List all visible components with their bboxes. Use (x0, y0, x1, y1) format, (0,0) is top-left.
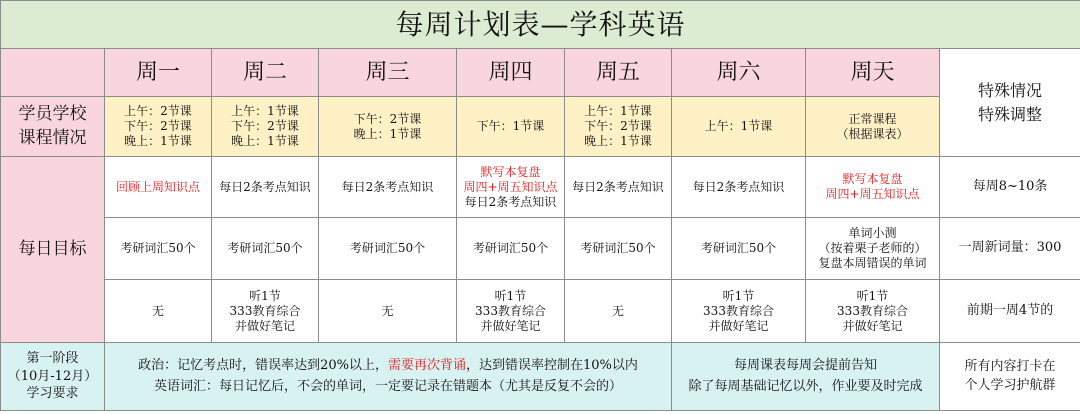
goal1-note: 每周8~10条 (940, 157, 1080, 218)
goal2-mon: 考研词汇50个 (105, 218, 212, 280)
cell-line: 并做好笔记 (842, 318, 903, 333)
cell-line: 听1节 (722, 288, 755, 303)
requirements-line-politics (107, 356, 669, 376)
req-mid-line: 除了每周基础记忆以外，作业要及时完成 (688, 378, 923, 394)
cell-line: 下午：2节课 (124, 119, 192, 133)
cell-line: 默写本复盘 (842, 172, 903, 186)
label-line: 课程情况 (18, 127, 87, 148)
cell-line: （根据课表） (836, 126, 909, 141)
cell-line: 上午：1节课 (704, 119, 773, 133)
label-line: （10月-12月） (7, 368, 98, 384)
goal2-thu: 考研词汇50个 (457, 218, 565, 280)
goal3-mon: 无 (105, 280, 212, 343)
header-corner (1, 49, 105, 97)
label-line: 第一阶段 (26, 351, 79, 367)
requirements-checkin (940, 343, 1080, 411)
goal2-sat: 考研词汇50个 (672, 218, 806, 280)
goal2-sun (806, 218, 940, 280)
school-cell-tue (212, 97, 319, 157)
goal2-wed: 考研词汇50个 (319, 218, 457, 280)
goal2-fri: 考研词汇50个 (565, 218, 672, 280)
requirements-label (1, 343, 105, 411)
goal1-mon: 回顾上周知识点 (105, 157, 212, 218)
cell-line: 并做好笔记 (234, 318, 295, 333)
day-header-fri: 周五 (565, 49, 672, 97)
goal3-fri: 无 (565, 280, 672, 343)
goal3-tue (212, 280, 319, 343)
cell-line: 上午：2节课 (124, 104, 192, 118)
req-text: ，达到错误率控制在10%以内 (466, 358, 638, 374)
goal1-thu (457, 157, 565, 218)
cell-line: 上午：1节课 (584, 104, 652, 118)
school-cell-fri (565, 97, 672, 157)
cell-line: 听1节 (494, 288, 527, 303)
requirements-main (105, 343, 672, 411)
cell-line: 上午：1节课 (231, 104, 299, 118)
req-right-line: 个人学习护航群 (964, 377, 1056, 393)
goal1-tue: 每日2条考点知识 (212, 157, 319, 218)
req-highlight: 需要再次背诵 (387, 358, 466, 374)
cell-line: （按着栗子老师的） (818, 241, 927, 255)
special-header-line: 特殊情况 (978, 81, 1043, 101)
cell-line: 333教育综合 (475, 303, 546, 318)
day-header-wed: 周三 (319, 49, 457, 97)
daily-goal-label: 每日目标 (1, 157, 105, 343)
school-cell-thu (457, 97, 565, 157)
school-cell-sun (806, 97, 940, 157)
goal1-sat: 每日2条考点知识 (672, 157, 806, 218)
cell-line: 333教育综合 (703, 303, 774, 318)
cell-line: 晚上：1节课 (353, 126, 422, 141)
day-header-mon: 周一 (105, 49, 212, 97)
special-header (940, 49, 1080, 157)
req-text: 政治：记忆考点时，错误率达到20%以上， (138, 358, 388, 374)
cell-line: 下午：2节课 (231, 119, 299, 133)
cell-line: 单词小测 (848, 226, 897, 240)
goal3-note: 前期一周4节的 (940, 280, 1080, 343)
cell-line: 晚上：1节课 (231, 134, 299, 148)
school-row-label (1, 97, 105, 157)
school-cell-wed (319, 97, 457, 157)
cell-line: 复盘本周错误的单词 (818, 256, 927, 270)
cell-line: 周四+周五知识点 (825, 187, 920, 201)
cell-line: 并做好笔记 (480, 318, 541, 333)
goal1-fri: 每日2条考点知识 (565, 157, 672, 218)
goal3-sun (806, 280, 940, 343)
cell-line: 听1节 (856, 288, 889, 303)
goal2-note: 一周新词量：300 (940, 218, 1080, 280)
cell-line: 晚上：1节课 (584, 134, 652, 148)
goal1-sun (806, 157, 940, 218)
cell-line: 下午：2节课 (353, 111, 422, 126)
requirements-line-vocab: 英语词汇：每日记忆后，不会的单词，一定要记录在错题本（尤其是反复不会的） (153, 378, 622, 394)
cell-line: 下午：1节课 (476, 119, 545, 133)
special-header-line: 特殊调整 (978, 104, 1043, 124)
page-title: 每周计划表—学科英语 (1, 1, 1080, 49)
req-right-line: 所有内容打卡在 (964, 358, 1056, 374)
school-cell-mon (105, 97, 212, 157)
label-line: 学员学校 (18, 103, 87, 124)
goal2-tue: 考研词汇50个 (212, 218, 319, 280)
goal3-sat (672, 280, 806, 343)
goal3-wed: 无 (319, 280, 457, 343)
goal3-thu (457, 280, 565, 343)
goal1-wed: 每日2条考点知识 (319, 157, 457, 218)
requirements-schedule (672, 343, 940, 411)
label-line: 学习要求 (26, 386, 79, 402)
cell-line: 周四+周五知识点 (463, 179, 558, 194)
cell-line: 听1节 (249, 288, 281, 303)
day-header-tue: 周二 (212, 49, 319, 97)
school-cell-sat (672, 97, 806, 157)
req-mid-line: 每周课表每周会提前告知 (733, 358, 877, 374)
cell-line: 并做好笔记 (708, 318, 769, 333)
day-header-sat: 周六 (672, 49, 806, 97)
cell-line: 下午：2节课 (584, 119, 652, 133)
day-header-thu: 周四 (457, 49, 565, 97)
cell-line: 333教育综合 (837, 303, 908, 318)
cell-line: 正常课程 (848, 111, 897, 126)
cell-line: 晚上：1节课 (124, 134, 192, 148)
cell-line: 每日2条考点知识 (464, 194, 557, 209)
day-header-sun: 周天 (806, 49, 940, 97)
cell-line: 默写本复盘 (480, 164, 541, 179)
cell-line: 333教育综合 (229, 303, 301, 318)
